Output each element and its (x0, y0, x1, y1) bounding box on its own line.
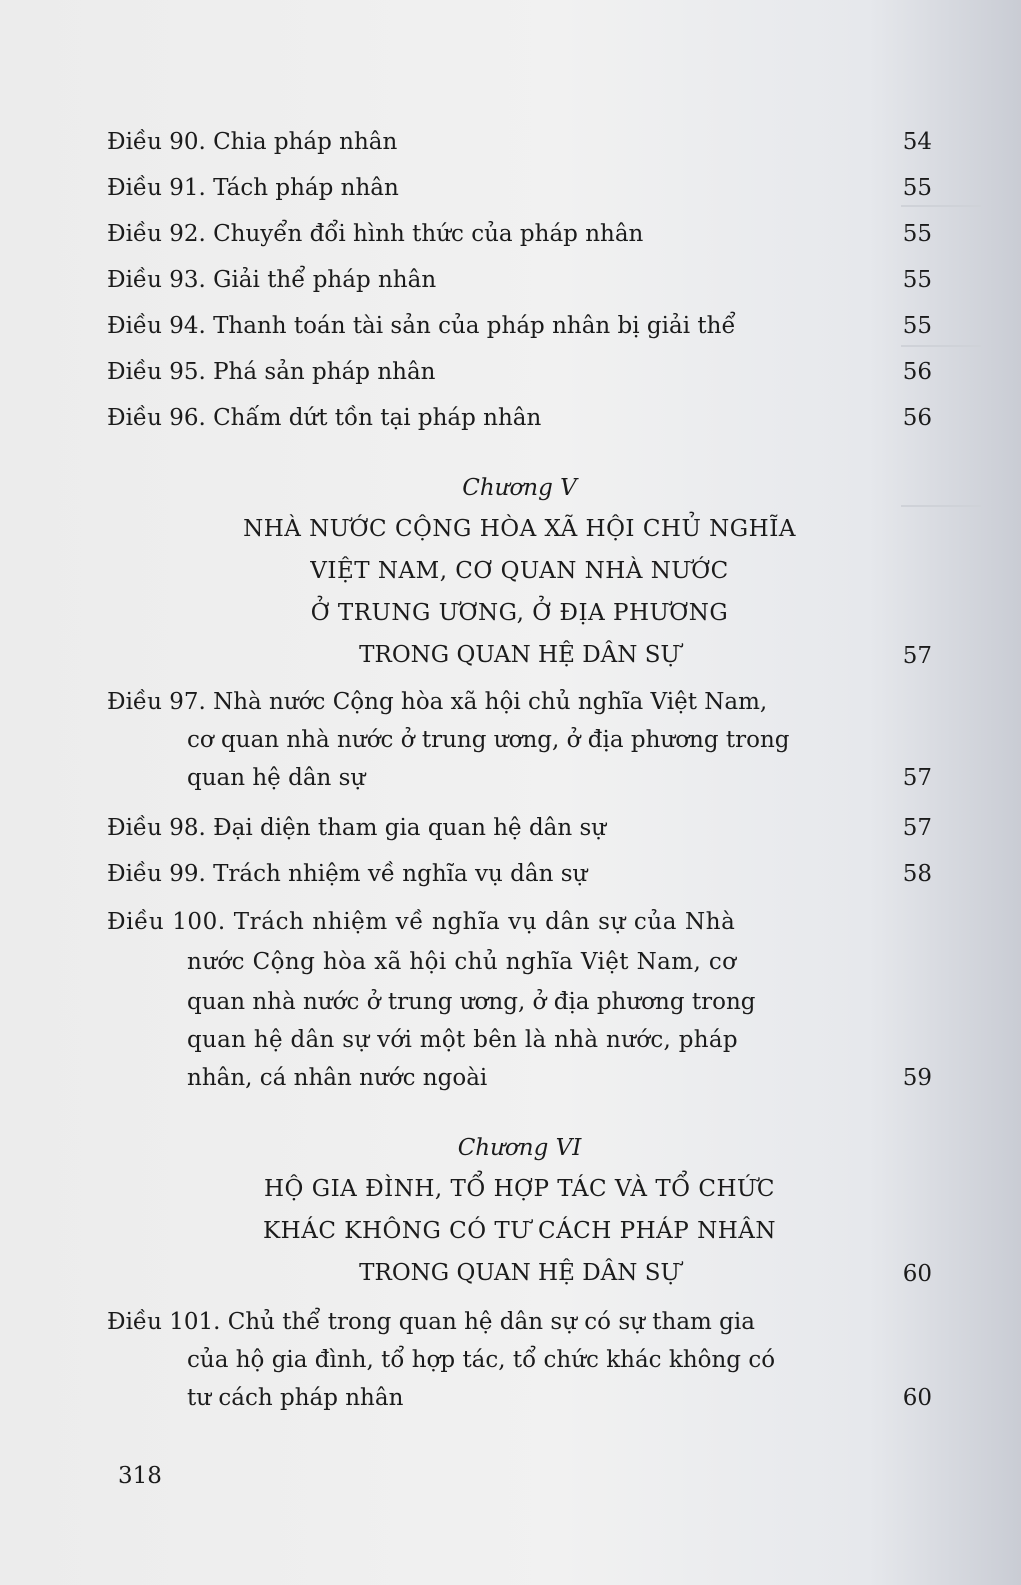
page-number: 318 (118, 1463, 162, 1489)
toc-entry (107, 122, 932, 168)
toc-entry (107, 168, 932, 214)
toc-entry (107, 854, 932, 900)
toc-entry-page: 56 (902, 405, 932, 431)
toc-entry (107, 260, 932, 306)
toc-entry-title: Điều 101. Chủ thể trong quan hệ dân sự có sự tham gia (107, 1309, 755, 1335)
toc-entry-page: 57 (902, 815, 932, 841)
toc-entry-page: 55 (902, 175, 932, 201)
chapter-heading-line: TRONG QUAN HỆ DÂN SỰ (359, 1260, 680, 1286)
toc-entry-continuation: của hộ gia đình, tổ hợp tác, tổ chức khác không có (187, 1347, 776, 1373)
toc-entry-page: 60 (902, 1385, 932, 1411)
toc-entry-title: Điều 96. Chấm dứt tồn tại pháp nhân (107, 405, 542, 431)
toc-entry (107, 808, 932, 854)
toc-entry-title: Điều 95. Phá sản pháp nhân (107, 359, 436, 385)
toc-entry-continuation: nhân, cá nhân nước ngoài (187, 1065, 488, 1091)
toc-entry-page: 56 (902, 359, 932, 385)
toc-entry (107, 306, 932, 352)
toc-entry-title: Điều 100. Trách nhiệm về nghĩa vụ dân sự của Nhà (107, 909, 736, 935)
chapter-page: 57 (902, 643, 932, 669)
chapter-heading-line: VIỆT NAM, CƠ QUAN NHÀ NƯỚC (310, 558, 729, 584)
chapter-heading-row (107, 1252, 932, 1298)
toc-entry-title: Điều 91. Tách pháp nhân (107, 175, 399, 201)
toc-entry-title: Điều 90. Chia pháp nhân (107, 129, 398, 155)
toc-entry (107, 758, 932, 804)
toc-entry-page: 57 (902, 765, 932, 791)
toc-entry-page: 55 (902, 267, 932, 293)
toc-entry-title: Điều 94. Thanh toán tài sản của pháp nhân bị giải thể (107, 313, 736, 339)
chapter-page: 60 (902, 1261, 932, 1287)
chapter-heading-line: Ở TRUNG ƯƠNG, Ở ĐỊA PHƯƠNG (310, 600, 729, 626)
toc-entry (107, 398, 932, 444)
toc-entry (107, 214, 932, 260)
chapter-label: Chương VI (457, 1135, 582, 1161)
chapter-heading-line: KHÁC KHÔNG CÓ TƯ CÁCH PHÁP NHÂN (263, 1218, 776, 1244)
toc-entry-continuation: cơ quan nhà nước ở trung ương, ở địa phương trong (187, 727, 790, 753)
chapter-heading-row (107, 634, 932, 680)
toc-entry (107, 352, 932, 398)
toc-entry-page: 55 (902, 221, 932, 247)
toc-entry-title: Điều 93. Giải thể pháp nhân (107, 267, 437, 293)
toc-entry-continuation: nước Cộng hòa xã hội chủ nghĩa Việt Nam, cơ (187, 949, 737, 975)
toc-entry-page: 54 (902, 129, 932, 155)
toc-entry-page: 59 (902, 1065, 932, 1091)
toc-entry-continuation: tư cách pháp nhân (187, 1385, 404, 1411)
toc-entry-page: 58 (902, 861, 932, 887)
toc-entry-page: 55 (902, 313, 932, 339)
chapter-label: Chương V (462, 475, 577, 501)
chapter-heading-line: NHÀ NƯỚC CỘNG HÒA XÃ HỘI CHỦ NGHĨA (243, 516, 796, 542)
toc-entry-continuation: quan hệ dân sự (187, 765, 366, 791)
toc-entry (107, 1058, 932, 1104)
chapter-heading-line: TRONG QUAN HỆ DÂN SỰ (359, 642, 680, 668)
toc-entry-title: Điều 97. Nhà nước Cộng hòa xã hội chủ nghĩa Việt Nam, (107, 689, 768, 715)
toc-entry (107, 1378, 932, 1424)
toc-entry-continuation: quan nhà nước ở trung ương, ở địa phương trong (187, 989, 756, 1015)
toc-entry-title: Điều 98. Đại diện tham gia quan hệ dân sự (107, 815, 607, 841)
toc-entry-title: Điều 99. Trách nhiệm về nghĩa vụ dân sự (107, 861, 588, 887)
chapter-heading-line: HỘ GIA ĐÌNH, TỔ HỢP TÁC VÀ TỔ CHỨC (264, 1176, 775, 1202)
toc-entry-continuation: quan hệ dân sự với một bên là nhà nước, pháp (187, 1027, 738, 1053)
toc-entry-title: Điều 92. Chuyển đổi hình thức của pháp nhân (107, 221, 644, 247)
